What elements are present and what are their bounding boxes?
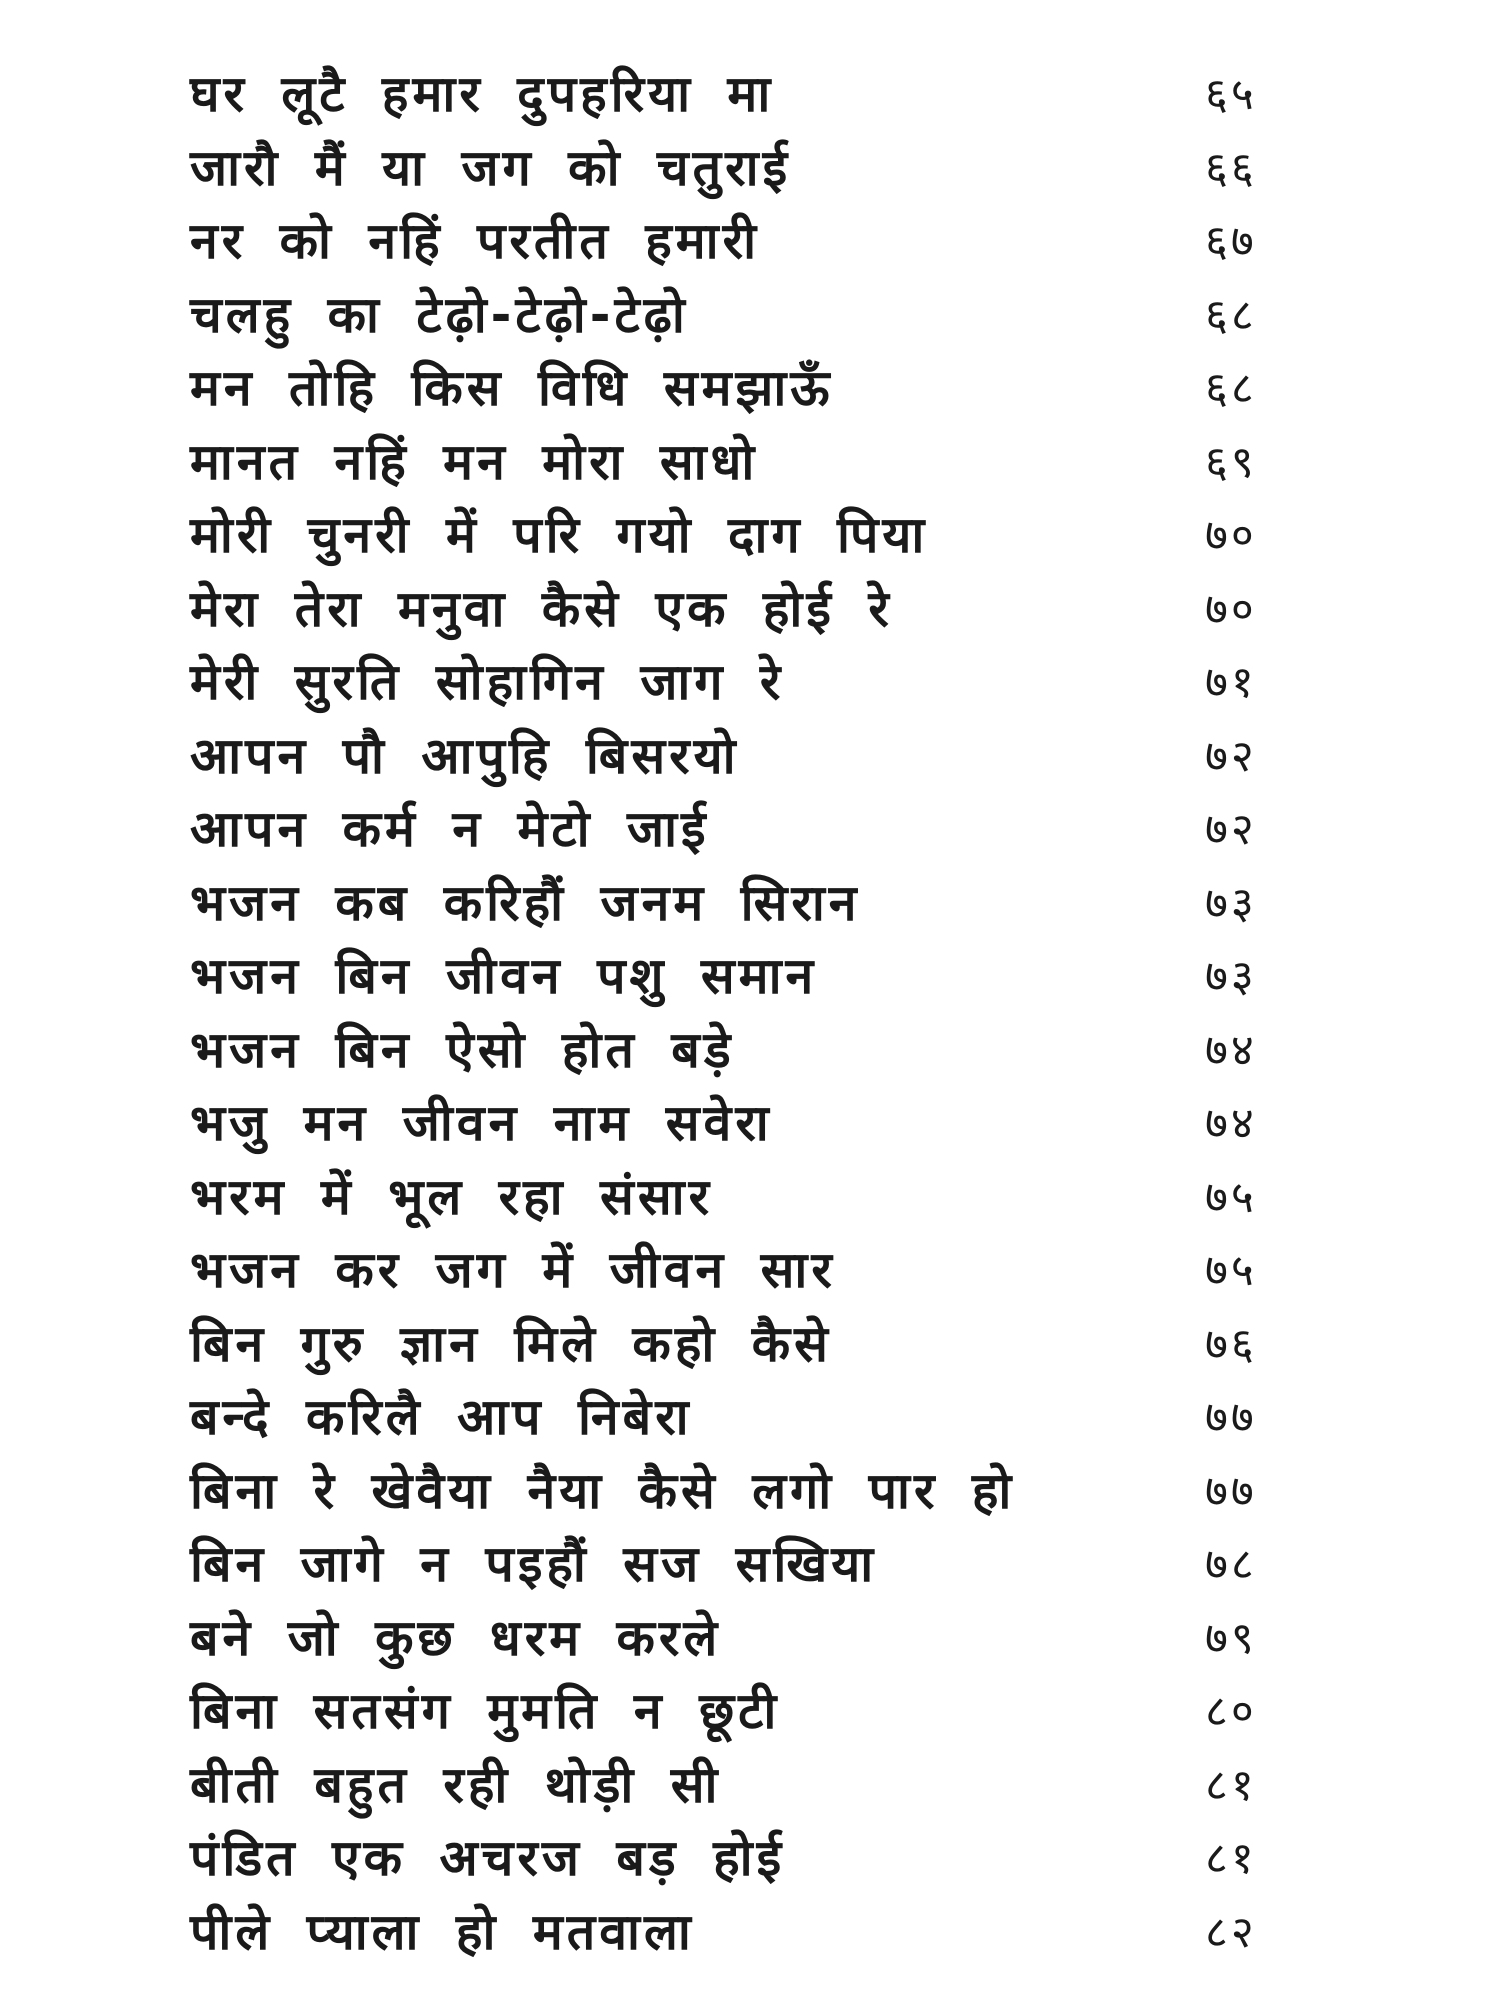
toc-entry-page-number: ७३ [1205, 877, 1257, 929]
toc-entry-page-number: ७० [1205, 510, 1257, 561]
toc-entry-page-number: ६९ [1205, 436, 1257, 488]
toc-entry-page-number: ७३ [1205, 951, 1257, 1002]
toc-entry [190, 940, 1320, 1014]
toc-entry-page-number: ७७ [1205, 1465, 1257, 1517]
toc-entry [190, 58, 1320, 132]
toc-entry [190, 1014, 1320, 1088]
toc-entry [190, 867, 1320, 941]
toc-entry-page-number: ७८ [1205, 1539, 1257, 1590]
toc-entry-page-number: ७६ [1205, 1318, 1257, 1370]
toc-entry-page-number: ८१ [1205, 1833, 1257, 1884]
toc-entry-page-number: ६८ [1205, 289, 1257, 341]
toc-entry-page-number: ७१ [1205, 657, 1257, 708]
toc-entry-title: बने जो कुछ धरम करले [190, 1608, 722, 1667]
toc-entry-title: बिन जागे न पइहौं सज सखिया [190, 1535, 878, 1593]
toc-entry-title: बिन गुरु ज्ञान मिले कहो कैसे [190, 1314, 832, 1373]
toc-entry-page-number: ६६ [1205, 142, 1257, 194]
toc-entry-page-number: ८० [1205, 1686, 1257, 1737]
toc-entry-title: भजु मन जीवन नाम सवेरा [190, 1094, 773, 1152]
toc-entry-title: पीले प्याला हो मतवाला [190, 1902, 695, 1961]
toc-entry [190, 1087, 1320, 1161]
toc-entry-page-number: ६७ [1205, 216, 1257, 267]
table-of-contents [190, 58, 1320, 1969]
toc-entry [190, 1528, 1320, 1602]
toc-entry-title: भजन कर जग में जीवन सार [190, 1241, 836, 1299]
toc-entry-title: मेरी सुरति सोहागिन जाग रे [190, 653, 785, 711]
toc-entry-page-number: ८२ [1205, 1906, 1257, 1958]
toc-entry [190, 352, 1320, 426]
toc-entry-page-number: ७५ [1205, 1171, 1257, 1223]
toc-entry [190, 1602, 1320, 1676]
toc-entry [190, 1896, 1320, 1970]
toc-entry [190, 1675, 1320, 1749]
toc-entry [190, 132, 1320, 206]
toc-entry-page-number: ७४ [1205, 1024, 1257, 1076]
toc-entry [190, 646, 1320, 720]
toc-entry [190, 1234, 1320, 1308]
toc-entry [190, 499, 1320, 573]
toc-entry [190, 1161, 1320, 1235]
toc-entry-page-number: ७२ [1205, 804, 1257, 855]
toc-entry [190, 1822, 1320, 1896]
toc-entry [190, 1381, 1320, 1455]
toc-entry-page-number: ७९ [1205, 1612, 1257, 1664]
toc-entry-title: पंडित एक अचरज बड़ होई [190, 1829, 786, 1887]
toc-entry-title: भजन बिन ऐसो होत बड़े [190, 1020, 735, 1079]
toc-entry [190, 1455, 1320, 1529]
toc-entry [190, 426, 1320, 500]
toc-entry-page-number: ८१ [1205, 1759, 1257, 1811]
toc-entry-title: बीती बहुत रही थोड़ी सी [190, 1755, 722, 1814]
toc-entry [190, 720, 1320, 794]
toc-entry [190, 279, 1320, 353]
toc-entry-page-number: ७७ [1205, 1392, 1257, 1443]
toc-entry-title: मन तोहि किस विधि समझाऊँ [190, 359, 834, 417]
toc-entry-title: नर को नहिं परतीत हमारी [190, 212, 761, 270]
toc-entry-title: भजन कब करिहौं जनम सिरान [190, 873, 861, 932]
toc-entry-page-number: ७० [1205, 583, 1257, 635]
toc-entry-title: आपन पौ आपुहि बिसरयो [190, 726, 740, 785]
toc-entry-title: भजन बिन जीवन पशु समान [190, 947, 818, 1005]
toc-entry-page-number: ७२ [1205, 730, 1257, 782]
toc-entry-page-number: ६८ [1205, 363, 1257, 414]
toc-entry-page-number: ७४ [1205, 1098, 1257, 1149]
toc-entry-title: घर लूटै हमार दुपहरिया मा [190, 65, 775, 123]
toc-entry-title: बिना सतसंग मुमति न छूटी [190, 1682, 781, 1740]
toc-entry-title: भरम में भूल रहा संसार [190, 1167, 714, 1226]
toc-entry-title: जारौ मैं या जग को चतुराई [190, 138, 792, 197]
toc-entry [190, 205, 1320, 279]
toc-entry-title: चलहु का टेढ़ो-टेढ़ो-टेढ़ो [190, 285, 689, 344]
toc-entry [190, 573, 1320, 647]
toc-entry [190, 1308, 1320, 1382]
toc-entry-title: आपन कर्म न मेटो जाई [190, 800, 710, 858]
toc-entry-title: मानत नहिं मन मोरा साधो [190, 432, 759, 491]
toc-entry-title: मोरी चुनरी में परि गयो दाग पिया [190, 506, 929, 564]
toc-entry-page-number: ६५ [1205, 69, 1257, 120]
toc-entry [190, 1749, 1320, 1823]
toc-entry [190, 793, 1320, 867]
toc-entry-title: मेरा तेरा मनुवा कैसे एक होई रे [190, 579, 893, 638]
toc-entry-title: बन्दे करिलै आप निबेरा [190, 1388, 693, 1446]
toc-entry-page-number: ७५ [1205, 1245, 1257, 1296]
toc-entry-title: बिना रे खेवैया नैया कैसे लगो पार हो [190, 1461, 1016, 1520]
